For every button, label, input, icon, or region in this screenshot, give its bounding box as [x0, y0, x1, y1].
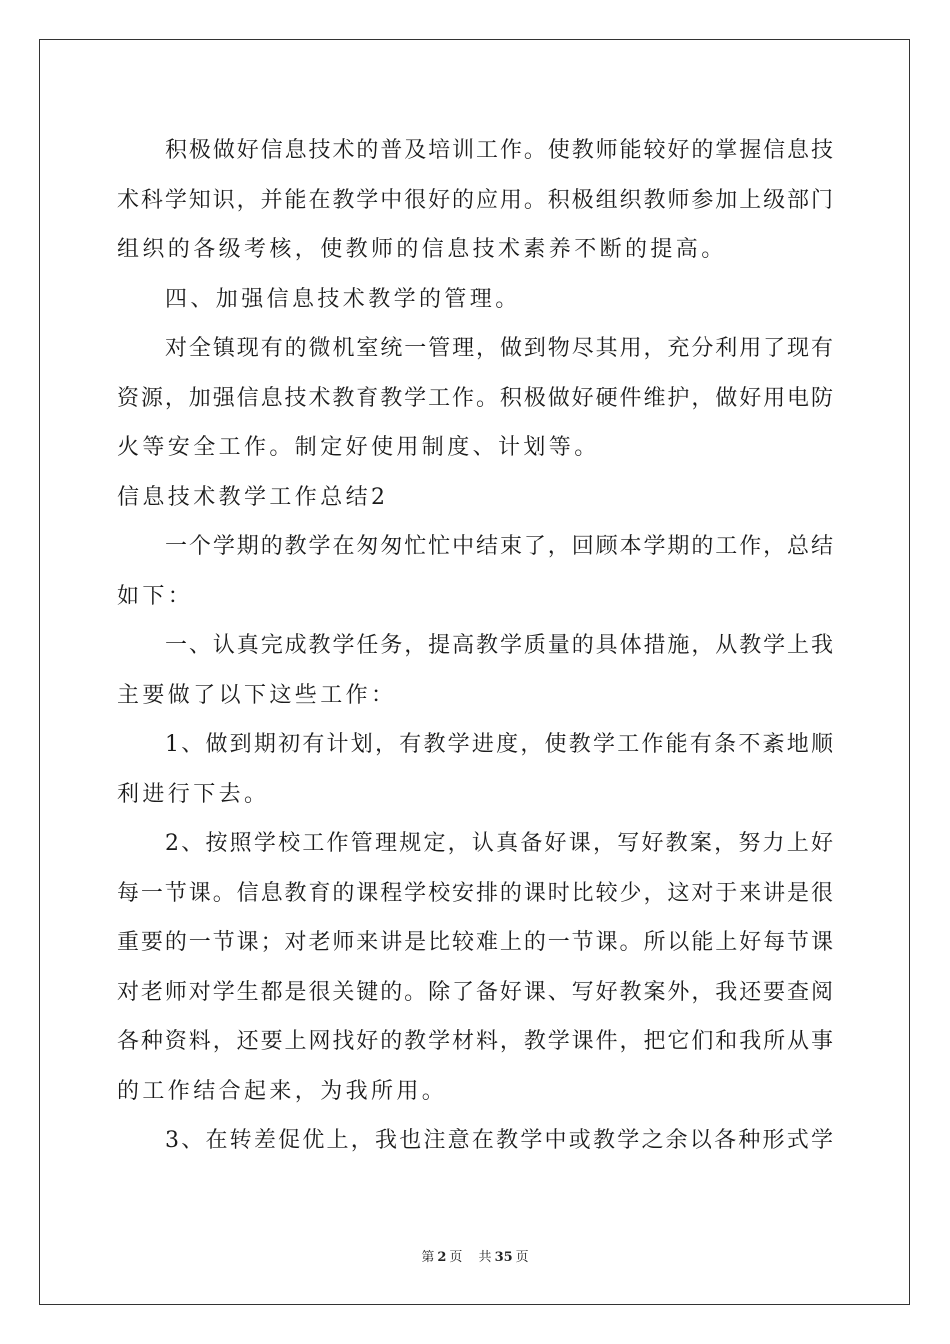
total-suffix: 页: [515, 1250, 529, 1265]
text-line: 信息技术教学工作总结2: [117, 484, 389, 510]
text-line: 2、按照学校工作管理规定，认真备好课，写好教案，努力上好: [165, 831, 833, 856]
document-body: [117, 126, 833, 1166]
text-line: 一个学期的教学在匆匆忙忙中结束了，回顾本学期的工作，总结: [165, 534, 833, 559]
text-line: 的工作结合起来，为我所用。: [117, 1078, 448, 1104]
text-line: 一、认真完成教学任务，提高教学质量的具体措施，从教学上我: [165, 633, 833, 658]
text-line: 如下：: [117, 583, 194, 609]
text-line: 积极做好信息技术的普及培训工作。使教师能较好的掌握信息技: [165, 138, 833, 163]
text-line: 每一节课。信息教育的课程学校安排的课时比较少，这对于来讲是很: [117, 880, 833, 906]
text-line: 利进行下去。: [117, 781, 270, 807]
total-indicator: [476, 1250, 532, 1265]
text-line: 组织的各级考核，使教师的信息技术素养不断的提高。: [117, 237, 727, 262]
text-line: 对老师对学生都是很关键的。除了备好课、写好教案外，我还要查阅: [117, 979, 833, 1005]
page-indicator: [418, 1250, 465, 1265]
text-line: 1、做到期初有计划，有教学进度，使教学工作能有条不紊地顺: [165, 732, 833, 757]
text-line: 资源，加强信息技术教育教学工作。积极做好硬件维护，做好用电防: [117, 385, 833, 411]
text-line: 四、加强信息技术教学的管理。: [165, 286, 521, 312]
text-line: 主要做了以下这些工作：: [117, 682, 397, 708]
text-line: 重要的一节课；对老师来讲是比较难上的一节课。所以能上好每节课: [117, 930, 833, 955]
page-footer: [0, 1246, 950, 1265]
text-line: 术科学知识，并能在教学中很好的应用。积极组织教师参加上级部门: [117, 187, 833, 213]
text-line: 对全镇现有的微机室统一管理，做到物尽其用，充分利用了现有: [165, 336, 833, 361]
total-pages: 35: [494, 1250, 513, 1265]
page-prefix: 第: [421, 1250, 435, 1265]
text-line: 3、在转差促优上，我也注意在教学中或教学之余以各种形式学: [165, 1128, 833, 1153]
total-prefix: 共: [478, 1250, 492, 1265]
page-number: 2: [437, 1250, 447, 1265]
page-suffix: 页: [449, 1250, 463, 1265]
text-line: 火等安全工作。制定好使用制度、计划等。: [117, 435, 600, 460]
text-line: 各种资料，还要上网找好的教学材料，教学课件，把它们和我所从事: [117, 1029, 833, 1054]
